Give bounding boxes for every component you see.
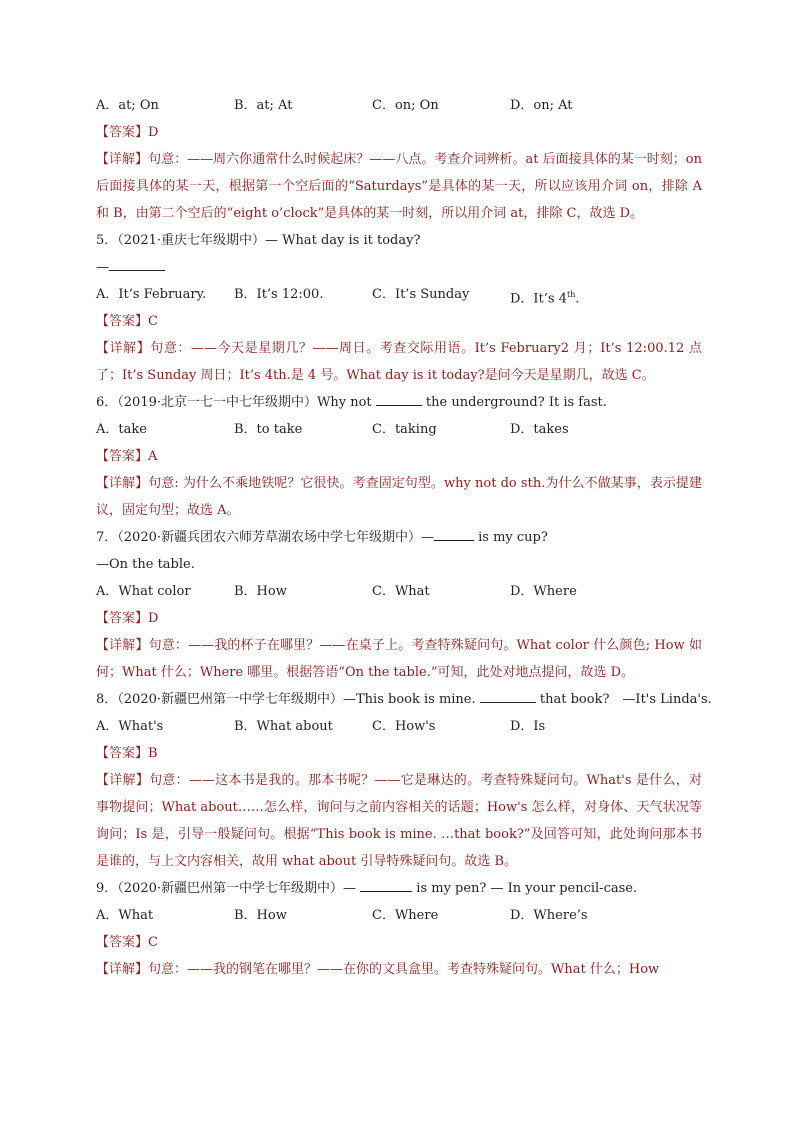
q6-option-c: C．taking <box>372 422 437 437</box>
q7-option-c: C．What <box>372 584 430 599</box>
q7-option-d: D．Where <box>510 584 577 599</box>
q4-option-c: C．on; On <box>372 98 439 113</box>
q9-blank <box>360 877 412 892</box>
q6-options <box>96 416 702 443</box>
answer-tag: 【答案】 <box>96 449 149 464</box>
detail-tag: 【详解】 <box>96 476 149 491</box>
q8-option-a: A．What's <box>96 719 164 734</box>
q5-options <box>96 281 702 308</box>
q5-option-c: C．It’s Sunday <box>372 287 470 302</box>
q6-option-a: A．take <box>96 422 147 437</box>
q4-answer-value: D <box>148 125 159 140</box>
q8-answer <box>96 740 702 767</box>
q7-stem-prefix: 7．（2020·新疆兵团农六师芳草湖农场中学七年级期中）— <box>96 530 434 545</box>
q8-options <box>96 713 702 740</box>
q6-stem-prefix: 6．（2019·北京一七一中七年级期中）Why not <box>96 395 372 410</box>
q5-explanation <box>96 335 702 389</box>
q9-stem-suffix: is my pen? — In your pencil-case. <box>416 881 638 896</box>
q5-option-d-sup: th <box>567 290 576 299</box>
q6-stem-suffix: the underground? It is fast. <box>425 395 607 410</box>
q8-stem <box>96 686 712 713</box>
q9-option-d: D．Where’s <box>510 908 588 923</box>
q4-explanation <box>96 146 702 227</box>
q5-option-b: B．It’s 12:00. <box>234 287 324 302</box>
q7-answer <box>96 605 702 632</box>
q7-stem <box>96 524 702 551</box>
q7-blank <box>434 526 474 541</box>
q4-options <box>96 92 702 119</box>
answer-tag: 【答案】 <box>96 125 149 140</box>
q8-explanation-text: 句意：——这本书是我的。那本书呢？——它是琳达的。考查特殊疑问句。What's 是什么，对事物提问；What about……怎么样，询问与之前内容相关的话题；How's 怎么样，对身体、天气状况等询问；Is 是，引导一般疑问句。根据“This book is mine. …that book?”及回答可知，此处询问那本书是谁的，与上文内容相关，故用 what about 引导特殊疑问句。故选 B。 <box>96 773 702 869</box>
q9-option-a: A．What <box>96 908 154 923</box>
q6-answer-value: A <box>148 449 158 464</box>
q5-stem: 5．（2021·重庆七年级期中）— What day is it today? <box>96 233 421 248</box>
q6-blank <box>376 391 422 406</box>
detail-tag: 【详解】 <box>96 962 149 977</box>
q7-explanation <box>96 632 702 686</box>
q8-explanation <box>96 767 702 875</box>
q7-explanation-text: 句意：——我的杯子在哪里？——在桌子上。考查特殊疑问句。What color 什么颜色; How 如何；What 什么；Where 哪里。根据答语“On the table.”可知，此处对地点提问，故选 D。 <box>96 638 702 680</box>
q8-option-c: C．How's <box>372 719 436 734</box>
q5-answer-value: C <box>148 314 158 329</box>
answer-tag: 【答案】 <box>96 314 149 329</box>
q4-explanation-text: 句意：——周六你通常什么时候起床？——八点。考查介词辨析。at 后面接具体的某一时刻；on 后面接具体的某一天，根据第一个空后面的“Saturdays”是具体的某一天，所以应该用介词 on，排除 A 和 B，由第二个空后的“eight o’clock”是具体的某一时刻，所以用介词 at，排除 C，故选 D。 <box>96 152 702 221</box>
q8-option-b: B．What about <box>234 719 333 734</box>
q5-reply-dash: — <box>96 260 109 275</box>
q9-option-b: B．How <box>234 908 287 923</box>
q9-explanation <box>96 956 702 983</box>
answer-tag: 【答案】 <box>96 935 149 950</box>
detail-tag: 【详解】 <box>96 152 149 167</box>
detail-tag: 【详解】 <box>96 638 149 653</box>
q5-explanation-text: 句意：——今天是星期几？——周日。考查交际用语。It’s February2 月；It’s 12:00.12 点了；It’s Sunday 周日；It’s 4th.是 4 号。What day is it today?是问今天是星期几，故选 C。 <box>96 341 702 383</box>
q7-option-a: A．What color <box>96 584 191 599</box>
q7-answer-value: D <box>148 611 159 626</box>
q6-stem <box>96 389 702 416</box>
q9-options <box>96 902 702 929</box>
q8-stem-prefix: 8．（2020·新疆巴州第一中学七年级期中）—This book is mine. <box>96 692 476 707</box>
answer-tag: 【答案】 <box>96 611 149 626</box>
detail-tag: 【详解】 <box>96 341 151 356</box>
q5-option-a: A．It’s February. <box>96 287 207 302</box>
q8-blank <box>480 688 536 703</box>
q4-option-b: B．at; At <box>234 98 293 113</box>
q9-answer-value: C <box>148 935 158 950</box>
q6-option-d: D．takes <box>510 422 569 437</box>
q6-explanation-text: 句意: 为什么不乘地铁呢？它很快。考查固定句型。why not do sth.为什么不做某事，表示提建议，固定句型；故选 A。 <box>96 476 702 518</box>
q4-option-d: D．on; At <box>510 98 573 113</box>
document-page <box>96 92 712 983</box>
q7-options <box>96 578 702 605</box>
q4-option-a: A．at; On <box>96 98 159 113</box>
q8-option-d: D．Is <box>510 719 546 734</box>
q9-stem <box>96 875 702 902</box>
detail-tag: 【详解】 <box>96 773 150 788</box>
q8-stem-suffix: that book? —It's Linda's. <box>539 692 712 707</box>
q7-stem-suffix: is my cup? <box>478 530 548 545</box>
q5-answer <box>96 308 702 335</box>
q4-answer <box>96 119 702 146</box>
q8-answer-value: B <box>148 746 158 761</box>
q5-reply <box>96 254 702 281</box>
q5-option-d-suffix: . <box>575 291 580 307</box>
q6-explanation <box>96 470 702 524</box>
answer-tag: 【答案】 <box>96 746 149 761</box>
q6-option-b: B．to take <box>234 422 303 437</box>
q5-option-d <box>510 281 690 308</box>
q9-option-c: C．Where <box>372 908 439 923</box>
q5-blank <box>109 256 165 271</box>
q7-option-b: B．How <box>234 584 287 599</box>
q9-answer <box>96 929 702 956</box>
q9-stem-prefix: 9．（2020·新疆巴州第一中学七年级期中）— <box>96 881 356 896</box>
q9-explanation-text: 句意：——我的钢笔在哪里？——在你的文具盒里。考查特殊疑问句。What 什么；How <box>148 962 660 977</box>
q6-answer <box>96 443 702 470</box>
q5-option-d-text: D．It’s 4 <box>510 291 567 307</box>
q7-reply: —On the table. <box>96 557 195 572</box>
